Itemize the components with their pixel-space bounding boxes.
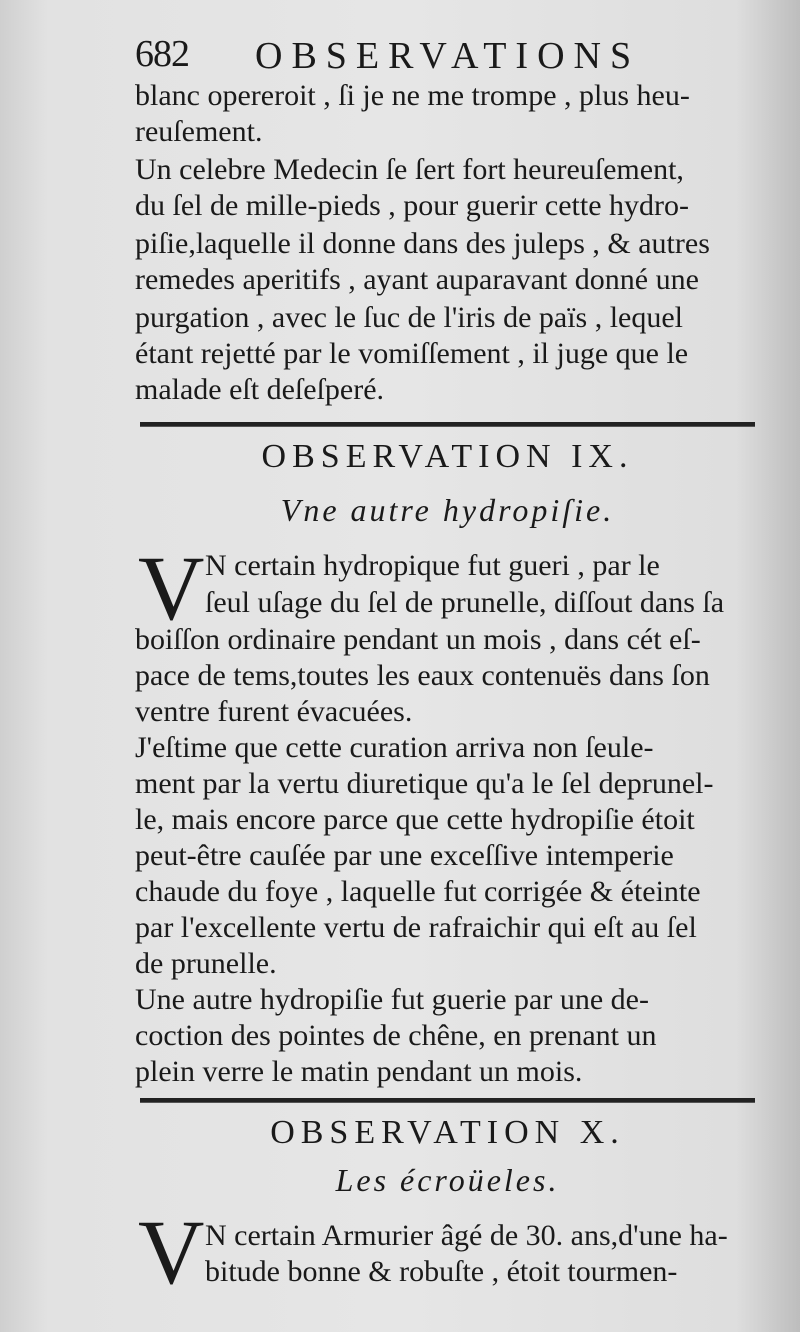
text-line: purgation , avec le ſuc de l'iris de païs , lequel: [135, 301, 684, 334]
text-line: blanc opereroit , ſi je ne me trompe , plus heu-: [135, 79, 690, 112]
text-line: piſie,laquelle il donne dans des juleps , & autres: [135, 227, 710, 260]
text-line: ventre furent évacuées.: [135, 695, 413, 728]
text-line: Un celebre Medecin ſe ſert fort heureuſement,: [135, 153, 684, 186]
running-title: OBSERVATIONS: [255, 35, 641, 77]
text-line: ment par la vertu diuretique qu'a le ſel deprunel-: [135, 767, 714, 800]
running-head: [135, 30, 765, 80]
drop-cap: V: [138, 1201, 205, 1303]
text-line: boiſſon ordinaire pendant un mois , dans cét eſ-: [135, 623, 701, 656]
text-line: reuſement.: [135, 115, 263, 148]
text-line: ſeul uſage du ſel de prunelle, diſſout dans ſa: [205, 586, 725, 619]
observation-subtitle: Vne autre hydropiſie.: [280, 492, 615, 528]
section-rule: [140, 422, 755, 427]
text-line: plein verre le matin pendant un mois.: [135, 1055, 583, 1088]
text-line: remedes aperitifs , ayant auparavant donné une: [135, 263, 699, 296]
text-line: coction des pointes de chêne, en prenant un: [135, 1019, 657, 1052]
text-line: peut-être cauſée par une exceſſive intemperie: [135, 839, 674, 872]
text-line: N certain hydropique fut gueri , par le: [205, 549, 660, 582]
observation-subtitle: Les écroüeles.: [335, 1162, 560, 1198]
text-line: chaude du foye , laquelle fut corrigée & éteinte: [135, 875, 701, 908]
text-line: du ſel de mille-pieds , pour guerir cette hydro-: [135, 189, 689, 222]
text-line: N certain Armurier âgé de 30. ans,d'une ha-: [205, 1219, 728, 1252]
text-line: bitude bonne & robuſte , étoit tourmen-: [205, 1255, 678, 1288]
text-line: pace de tems,toutes les eaux contenuës dans ſon: [135, 659, 710, 692]
text-line: de prunelle.: [135, 947, 277, 980]
text-line: malade eſt deſeſperé.: [135, 373, 385, 406]
section-rule: [140, 1098, 755, 1103]
observation-title: OBSERVATION X.: [270, 1114, 625, 1151]
text-line: Une autre hydropiſie fut guerie par une de-: [135, 983, 649, 1016]
text-line: par l'excellente vertu de rafraichir qui eſt au ſel: [135, 911, 697, 944]
text-line: J'eſtime que cette curation arriva non ſeule-: [135, 731, 654, 764]
page-number: 682: [135, 33, 189, 75]
observation-title: OBSERVATION IX.: [261, 438, 634, 475]
drop-cap: V: [138, 537, 205, 639]
text-line: le, mais encore parce que cette hydropiſie étoit: [135, 803, 695, 836]
text-line: étant rejetté par le vomiſſement , il juge que le: [135, 337, 689, 370]
